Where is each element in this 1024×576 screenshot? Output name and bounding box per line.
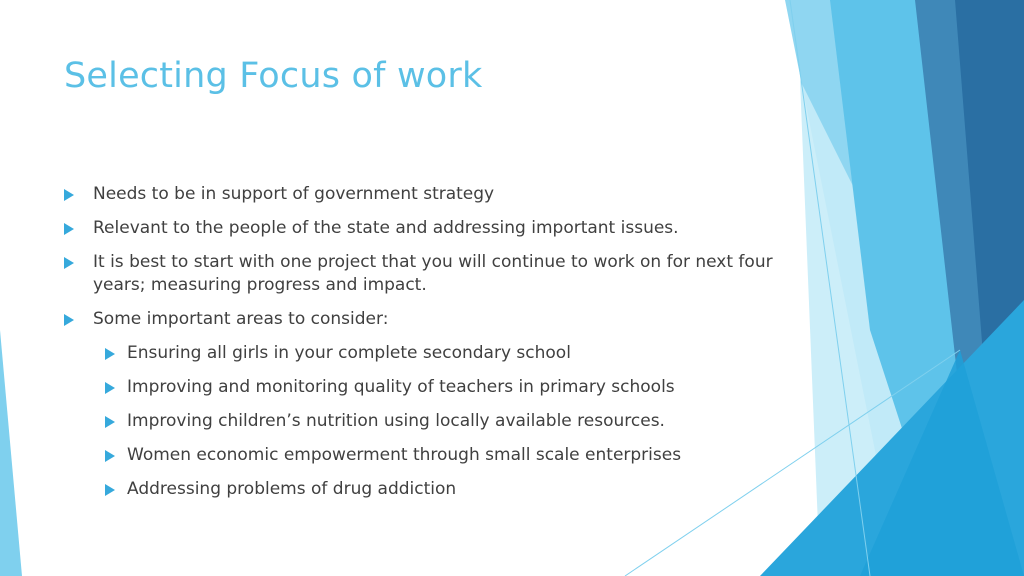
bullet-item <box>64 217 784 240</box>
bullet-item <box>64 251 784 297</box>
slide-title: Selecting Focus of work <box>64 56 483 96</box>
triangle-right-icon <box>64 223 74 235</box>
sub-bullet-text: Addressing problems of drug addiction <box>127 479 457 499</box>
triangle-right-icon <box>64 189 74 201</box>
triangle-right-icon <box>64 314 74 326</box>
triangle-right-icon <box>105 382 115 394</box>
bullet-text: Relevant to the people of the state and addressing important issues. <box>93 218 679 238</box>
bullet-list <box>64 183 784 512</box>
left-edge-shape <box>0 330 22 576</box>
sub-bullet-text: Women economic empowerment through small scale enterprises <box>127 445 682 465</box>
sub-bullet-text: Ensuring all girls in your complete secondary school <box>127 343 571 363</box>
sub-bullet-item <box>64 342 784 365</box>
triangle-right-icon <box>105 348 115 360</box>
sub-bullet-item <box>64 410 784 433</box>
sub-bullet-item <box>64 376 784 399</box>
bullet-text: It is best to start with one project that you will continue to work on for next four years; measuring progress and impact. <box>93 252 773 295</box>
triangle-right-icon <box>105 416 115 428</box>
bullet-text: Needs to be in support of government strategy <box>93 184 495 204</box>
sub-bullet-text: Improving children’s nutrition using locally available resources. <box>127 411 665 431</box>
sub-bullet-item <box>64 478 784 501</box>
bullet-item <box>64 183 784 206</box>
triangle-right-icon <box>105 450 115 462</box>
sub-bullet-item <box>64 444 784 467</box>
triangle-right-icon <box>64 257 74 269</box>
triangle-right-icon <box>105 484 115 496</box>
sub-bullet-text: Improving and monitoring quality of teachers in primary schools <box>127 377 675 397</box>
bullet-item <box>64 308 784 331</box>
bullet-text: Some important areas to consider: <box>93 309 389 329</box>
